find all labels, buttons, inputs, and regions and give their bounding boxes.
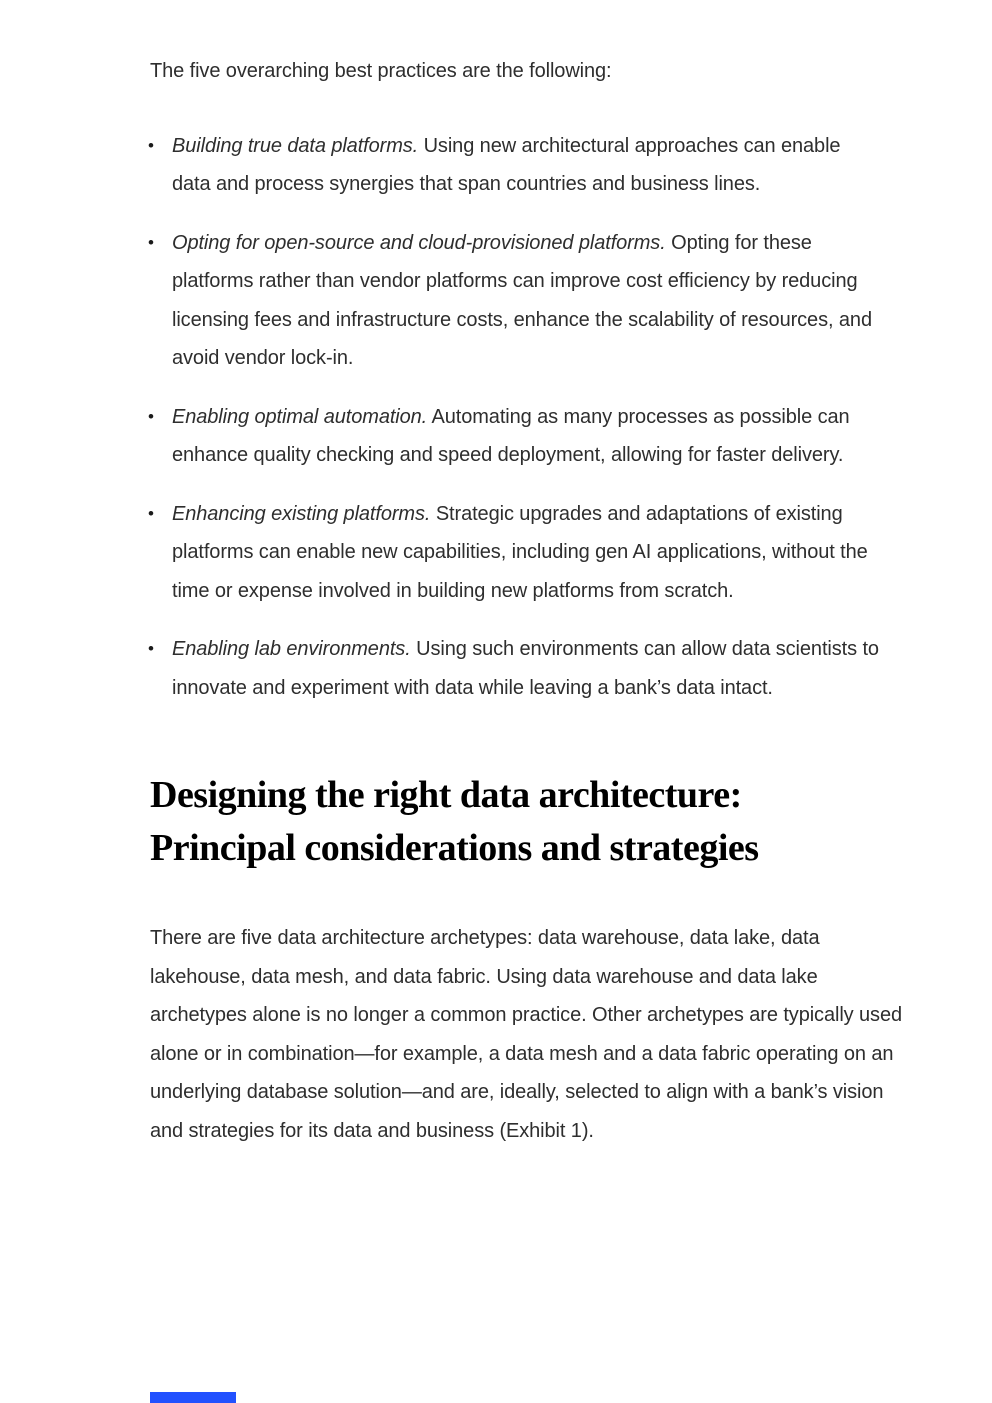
bullet-lead: Opting for open-source and cloud-provisioned platforms. [172,231,666,254]
article-content-column [150,52,902,1150]
bullet-icon: • [148,232,154,252]
bullet-icon: • [148,406,154,426]
section-heading-line-1: Designing the right data architecture: [150,774,742,816]
bullet-lead: Enhancing existing platforms. [172,502,431,525]
bullet-icon: • [148,503,154,523]
list-item [150,224,880,378]
bullet-text: Using new architectural approaches can enable data and process synergies that span countries and business lines. [172,134,841,195]
best-practices-list [150,127,902,708]
list-item [150,398,880,475]
bullet-icon: • [148,135,154,155]
bullet-text: Automating as many processes as possible can enhance quality checking and speed deployment, allowing for faster delivery. [172,405,850,466]
bullet-text: Strategic upgrades and adaptations of existing platforms can enable new capabilities, including gen AI applications, without the time or expense involved in building new platforms from scratch. [172,502,868,602]
section-heading [150,769,902,875]
bullet-text: Opting for these platforms rather than vendor platforms can improve cost efficiency by reducing licensing fees and infrastructure costs, enhance the scalability of resources, and avoid vendor lock-in. [172,231,872,369]
bullet-lead: Enabling lab environments. [172,638,411,660]
exhibit-accent-bar [150,1392,236,1403]
list-item [150,127,880,204]
bullet-text: Using such environments can allow data scientists to innovate and experiment with data while leaving a bank’s data intact. [172,638,879,699]
intro-paragraph: The five overarching best practices are the following: [150,60,612,82]
bullet-lead: Enabling optimal automation. [172,405,428,428]
section-heading-line-2: Principal considerations and strategies [150,827,759,869]
bullet-icon: • [148,639,154,658]
list-item [150,495,880,611]
list-item [150,630,880,707]
body-paragraph: There are five data architecture archetypes: data warehouse, data lake, data lakehouse, data mesh, and data fabric. Using data warehouse and data lake archetypes alone is no longer a common practice. Other archetypes are typically used alone or in combination—for example, a data mesh and a data fabric operating on an underlying database solution—and are, ideally, selected to align with a bank’s vision and strategies for its data and business (Exhibit 1). [150,927,902,1142]
bullet-lead: Building true data platforms. [172,134,419,157]
